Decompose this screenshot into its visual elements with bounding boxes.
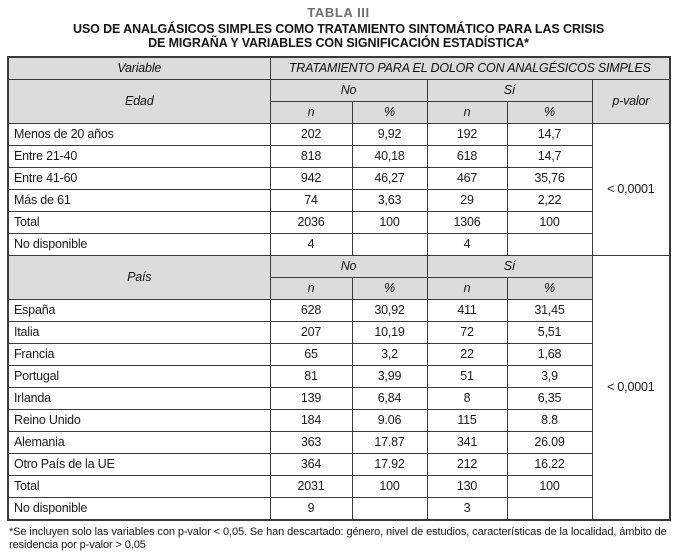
header-n-si-pais: n — [427, 278, 507, 300]
header-pct-no-pais: % — [352, 278, 427, 300]
title-block — [0, 0, 677, 50]
cell-si-n: 29 — [427, 190, 507, 212]
row-label: Total — [8, 212, 270, 234]
header-pct-si-edad: % — [507, 102, 592, 124]
row-label: No disponible — [8, 234, 270, 256]
cell-si-n: 115 — [427, 410, 507, 432]
cell-si-n: 3 — [427, 498, 507, 521]
header-row-edad — [8, 80, 670, 102]
header-si-edad: Sí — [427, 80, 592, 102]
cell-si-pct: 8.8 — [507, 410, 592, 432]
cell-si-pct: 16.22 — [507, 454, 592, 476]
cell-si-n: 618 — [427, 146, 507, 168]
cell-no-n: 4 — [270, 234, 352, 256]
cell-si-n: 130 — [427, 476, 507, 498]
cell-no-n: 139 — [270, 388, 352, 410]
table-row — [8, 410, 670, 432]
cell-no-n: 2036 — [270, 212, 352, 234]
cell-no-n: 65 — [270, 344, 352, 366]
cell-no-pct: 3,99 — [352, 366, 427, 388]
table-subtitle-line2: DE MIGRAÑA Y VARIABLES CON SIGNIFICACIÓN ESTADÍSTICA* — [148, 36, 529, 50]
cell-no-pct: 9.06 — [352, 410, 427, 432]
header-no-pais: No — [270, 256, 427, 278]
row-label: Más de 61 — [8, 190, 270, 212]
row-label: Menos de 20 años — [8, 124, 270, 146]
cell-no-n: 628 — [270, 300, 352, 322]
table-subtitle-line1: USO DE ANALGÁSICOS SIMPLES COMO TRATAMIENTO SINTOMÁTICO PARA LAS CRISIS — [72, 22, 605, 36]
cell-no-pct: 17.92 — [352, 454, 427, 476]
row-label: No disponible — [8, 498, 270, 521]
cell-no-pct — [352, 234, 427, 256]
row-label: Portugal — [8, 366, 270, 388]
row-label: Francia — [8, 344, 270, 366]
cell-si-n: 51 — [427, 366, 507, 388]
header-row-top — [8, 57, 670, 80]
table-row — [8, 344, 670, 366]
cell-si-pct: 26.09 — [507, 432, 592, 454]
cell-no-n: 942 — [270, 168, 352, 190]
cell-si-pct: 31,45 — [507, 300, 592, 322]
row-label: Otro País de la UE — [8, 454, 270, 476]
cell-si-pct — [507, 234, 592, 256]
section-pais-label: País — [8, 256, 270, 300]
header-pct-si-pais: % — [507, 278, 592, 300]
cell-no-pct: 10,19 — [352, 322, 427, 344]
table-row — [8, 146, 670, 168]
header-no-edad: No — [270, 80, 427, 102]
header-n-si-edad: n — [427, 102, 507, 124]
table-row — [8, 388, 670, 410]
cell-si-pct: 5,51 — [507, 322, 592, 344]
cell-si-pct: 100 — [507, 212, 592, 234]
cell-no-n: 81 — [270, 366, 352, 388]
table-row — [8, 190, 670, 212]
cell-si-n: 212 — [427, 454, 507, 476]
cell-no-n: 364 — [270, 454, 352, 476]
cell-si-pct: 100 — [507, 476, 592, 498]
table-row — [8, 366, 670, 388]
cell-no-n: 207 — [270, 322, 352, 344]
footnote: *Se incluyen solo las variables con p-valor < 0,05. Se han descartado: género, nivel de estudios, características de la localidad, ámbito de residencia por p-valor > 0,05 — [9, 526, 667, 551]
cell-si-n: 8 — [427, 388, 507, 410]
cell-si-pct: 1,68 — [507, 344, 592, 366]
cell-no-pct: 17.87 — [352, 432, 427, 454]
cell-no-n: 363 — [270, 432, 352, 454]
cell-no-n: 202 — [270, 124, 352, 146]
table-row — [8, 476, 670, 498]
header-n-no-edad: n — [270, 102, 352, 124]
header-row-pais — [8, 256, 670, 278]
cell-si-n: 192 — [427, 124, 507, 146]
table-row — [8, 300, 670, 322]
table-row — [8, 454, 670, 476]
table-row — [8, 212, 670, 234]
cell-no-n: 184 — [270, 410, 352, 432]
row-label: Italia — [8, 322, 270, 344]
header-variable: Variable — [8, 57, 270, 80]
cell-no-pct: 100 — [352, 212, 427, 234]
cell-si-n: 341 — [427, 432, 507, 454]
cell-si-pct: 35,76 — [507, 168, 592, 190]
table-number: TABLA III — [307, 5, 370, 20]
row-label: España — [8, 300, 270, 322]
cell-si-n: 72 — [427, 322, 507, 344]
table-row — [8, 168, 670, 190]
header-treatment: TRATAMIENTO PARA EL DOLOR CON ANALGÉSICOS SIMPLES — [270, 57, 670, 80]
cell-no-n: 2031 — [270, 476, 352, 498]
cell-no-pct: 30,92 — [352, 300, 427, 322]
table-row — [8, 124, 670, 146]
header-si-pais: Sí — [427, 256, 592, 278]
cell-si-n: 467 — [427, 168, 507, 190]
row-label: Alemania — [8, 432, 270, 454]
cell-no-pct: 40,18 — [352, 146, 427, 168]
pvalue-edad: < 0,0001 — [592, 124, 670, 256]
header-n-no-pais: n — [270, 278, 352, 300]
cell-no-pct: 9,92 — [352, 124, 427, 146]
cell-no-pct: 100 — [352, 476, 427, 498]
cell-no-n: 818 — [270, 146, 352, 168]
pvalue-pais: < 0,0001 — [592, 256, 670, 521]
row-label: Entre 41-60 — [8, 168, 270, 190]
cell-si-pct: 14,7 — [507, 124, 592, 146]
cell-si-n: 411 — [427, 300, 507, 322]
cell-si-n: 1306 — [427, 212, 507, 234]
cell-no-n: 9 — [270, 498, 352, 521]
analgesics-table — [7, 56, 671, 521]
header-pvalor: p-valor — [592, 80, 670, 124]
table-row — [8, 234, 670, 256]
cell-no-pct: 46,27 — [352, 168, 427, 190]
cell-si-n: 4 — [427, 234, 507, 256]
header-pct-no-edad: % — [352, 102, 427, 124]
cell-no-pct: 3,2 — [352, 344, 427, 366]
table-row — [8, 432, 670, 454]
cell-si-pct: 2,22 — [507, 190, 592, 212]
row-label: Irlanda — [8, 388, 270, 410]
cell-no-pct: 6,84 — [352, 388, 427, 410]
table-row — [8, 322, 670, 344]
cell-no-pct: 3,63 — [352, 190, 427, 212]
row-label: Total — [8, 476, 270, 498]
cell-si-pct: 14,7 — [507, 146, 592, 168]
section-edad-label: Edad — [8, 80, 270, 124]
cell-si-pct: 3,9 — [507, 366, 592, 388]
row-label: Entre 21-40 — [8, 146, 270, 168]
cell-si-pct: 6,35 — [507, 388, 592, 410]
row-label: Reino Unido — [8, 410, 270, 432]
cell-si-n: 22 — [427, 344, 507, 366]
cell-no-n: 74 — [270, 190, 352, 212]
